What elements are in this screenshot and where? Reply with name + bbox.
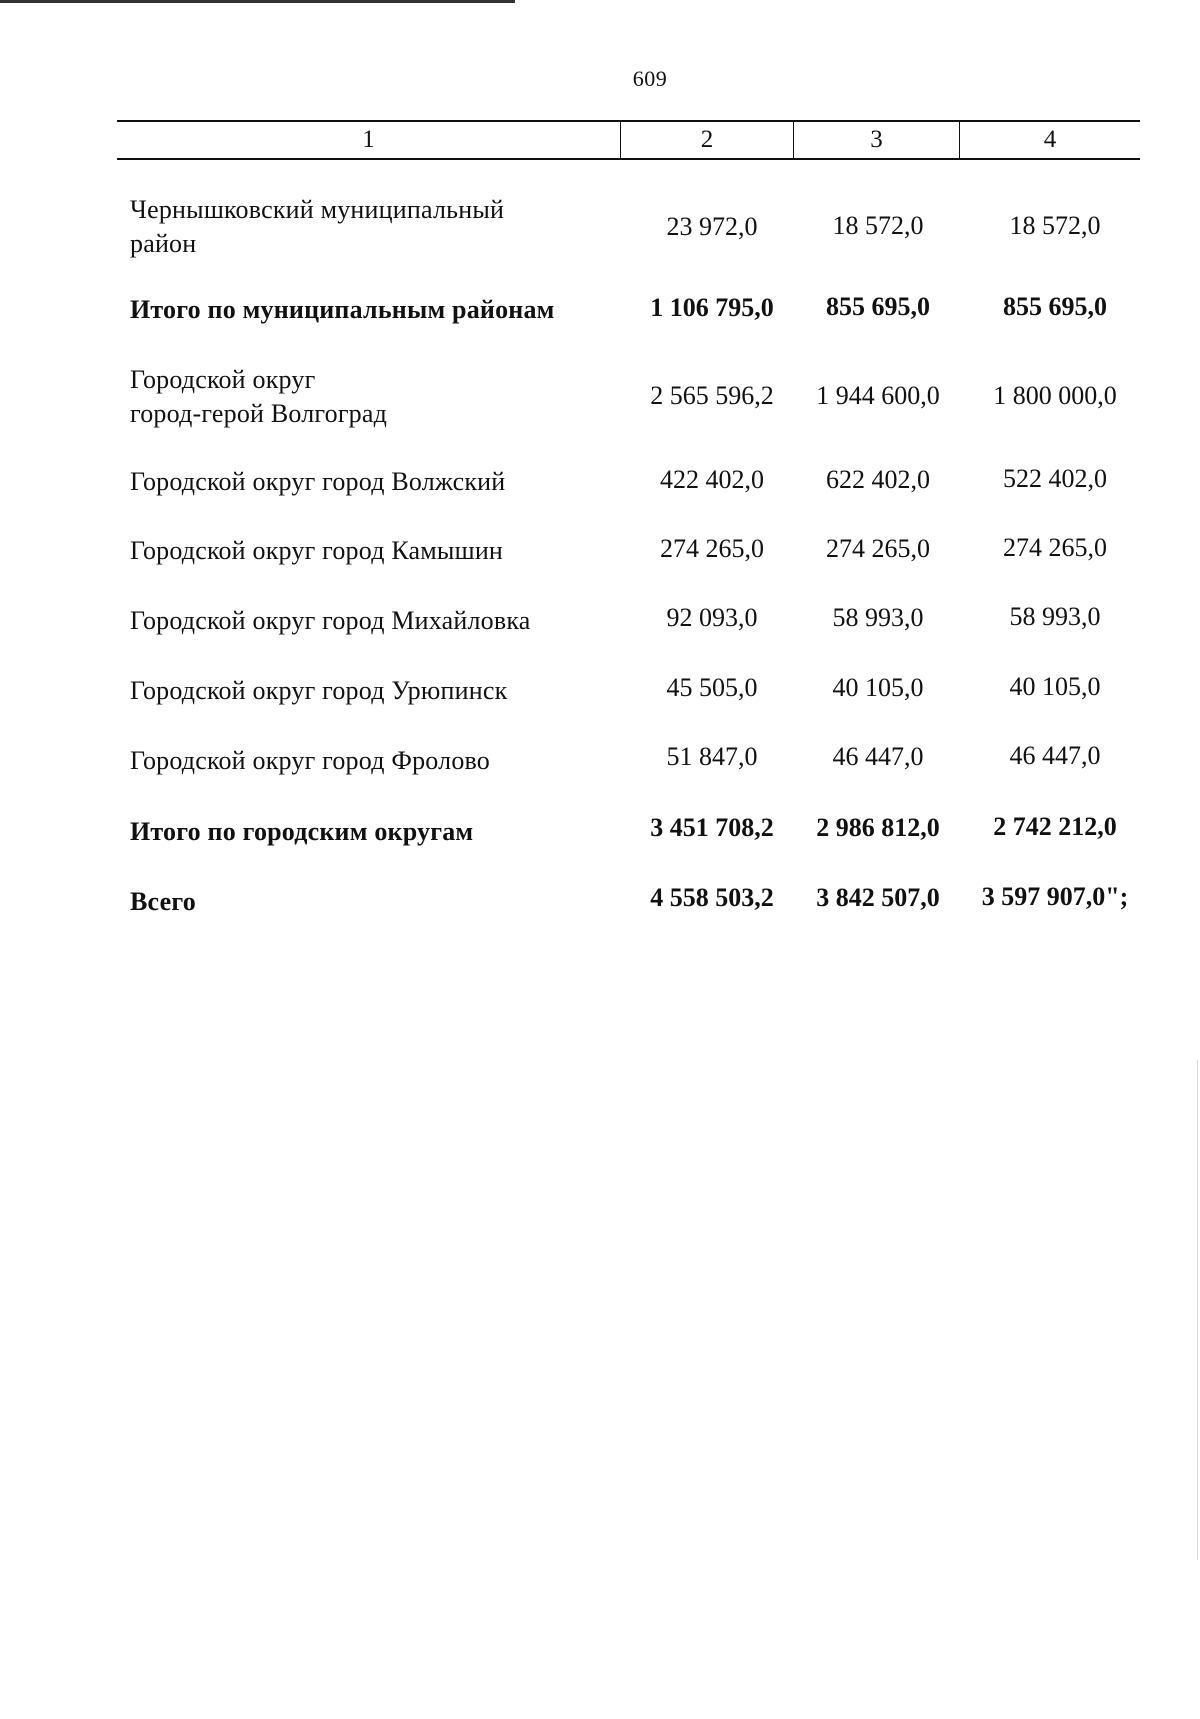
cell-col-4: 2 742 212,0: [993, 812, 1117, 841]
cell-col-4: 3 597 907,0";: [981, 882, 1129, 911]
cell-col-2: 51 847,0: [666, 742, 758, 771]
cell-col-3: 3 842 507,0: [816, 883, 940, 912]
cell-col-3: 622 402,0: [826, 465, 930, 494]
row-label: [130, 193, 504, 261]
cell-col-2: 3 451 708,2: [650, 813, 774, 842]
row-label-line: Чернышковский муниципальный: [130, 195, 505, 224]
table-header: [117, 120, 1140, 160]
cell-col-2: 23 972,0: [666, 212, 758, 241]
cell-col-4: 1 800 000,0: [993, 381, 1117, 410]
cell-col-3: 58 993,0: [832, 603, 924, 632]
cell-col-4: 855 695,0: [1003, 292, 1107, 321]
cell-col-4: 18 572,0: [1009, 211, 1101, 240]
row-label: Итого по муниципальным районам: [130, 295, 555, 324]
row-label-line: район: [130, 229, 197, 258]
cell-col-3: 274 265,0: [826, 534, 930, 563]
row-label: Городской округ город Волжский: [130, 467, 506, 496]
row-label-line: Городской округ: [130, 365, 316, 394]
cell-col-3: 46 447,0: [832, 742, 924, 771]
row-label: [130, 363, 387, 431]
header-col-2: 2: [700, 126, 714, 153]
cell-col-2: 92 093,0: [666, 603, 758, 632]
row-label-line: город-герой Волгоград: [130, 399, 388, 428]
cell-col-4: 522 402,0: [1003, 464, 1107, 493]
cell-col-4: 58 993,0: [1009, 602, 1101, 631]
scan-edge-line: [0, 0, 515, 3]
cell-col-3: 1 944 600,0: [816, 381, 940, 410]
cell-col-3: 18 572,0: [832, 211, 924, 240]
cell-col-2: 2 565 596,2: [650, 381, 774, 410]
row-label: Городской округ город Фролово: [130, 746, 491, 775]
header-col-4: 4: [1043, 126, 1057, 153]
cell-col-3: 855 695,0: [826, 292, 930, 321]
cell-col-2: 1 106 795,0: [650, 293, 774, 322]
row-label: Городской округ город Камышин: [130, 536, 504, 565]
scan-edge-mark: [1197, 1060, 1198, 1560]
cell-col-4: 274 265,0: [1003, 533, 1107, 562]
row-label: Городской округ город Михайловка: [130, 606, 531, 635]
cell-col-2: 45 505,0: [666, 673, 758, 702]
cell-col-2: 422 402,0: [660, 465, 764, 494]
cell-col-2: 4 558 503,2: [650, 883, 774, 912]
row-label: Городской округ город Урюпинск: [130, 676, 508, 705]
cell-col-3: 2 986 812,0: [816, 813, 940, 842]
cell-col-2: 274 265,0: [660, 534, 764, 563]
cell-col-4: 46 447,0: [1009, 741, 1101, 770]
row-label: Итого по городским округам: [130, 817, 474, 846]
header-col-1: 1: [362, 126, 375, 153]
cell-col-3: 40 105,0: [832, 673, 924, 702]
page-number: 609: [632, 66, 668, 91]
cell-col-4: 40 105,0: [1009, 672, 1101, 701]
header-col-3: 3: [870, 126, 883, 153]
row-label: Всего: [130, 887, 196, 916]
